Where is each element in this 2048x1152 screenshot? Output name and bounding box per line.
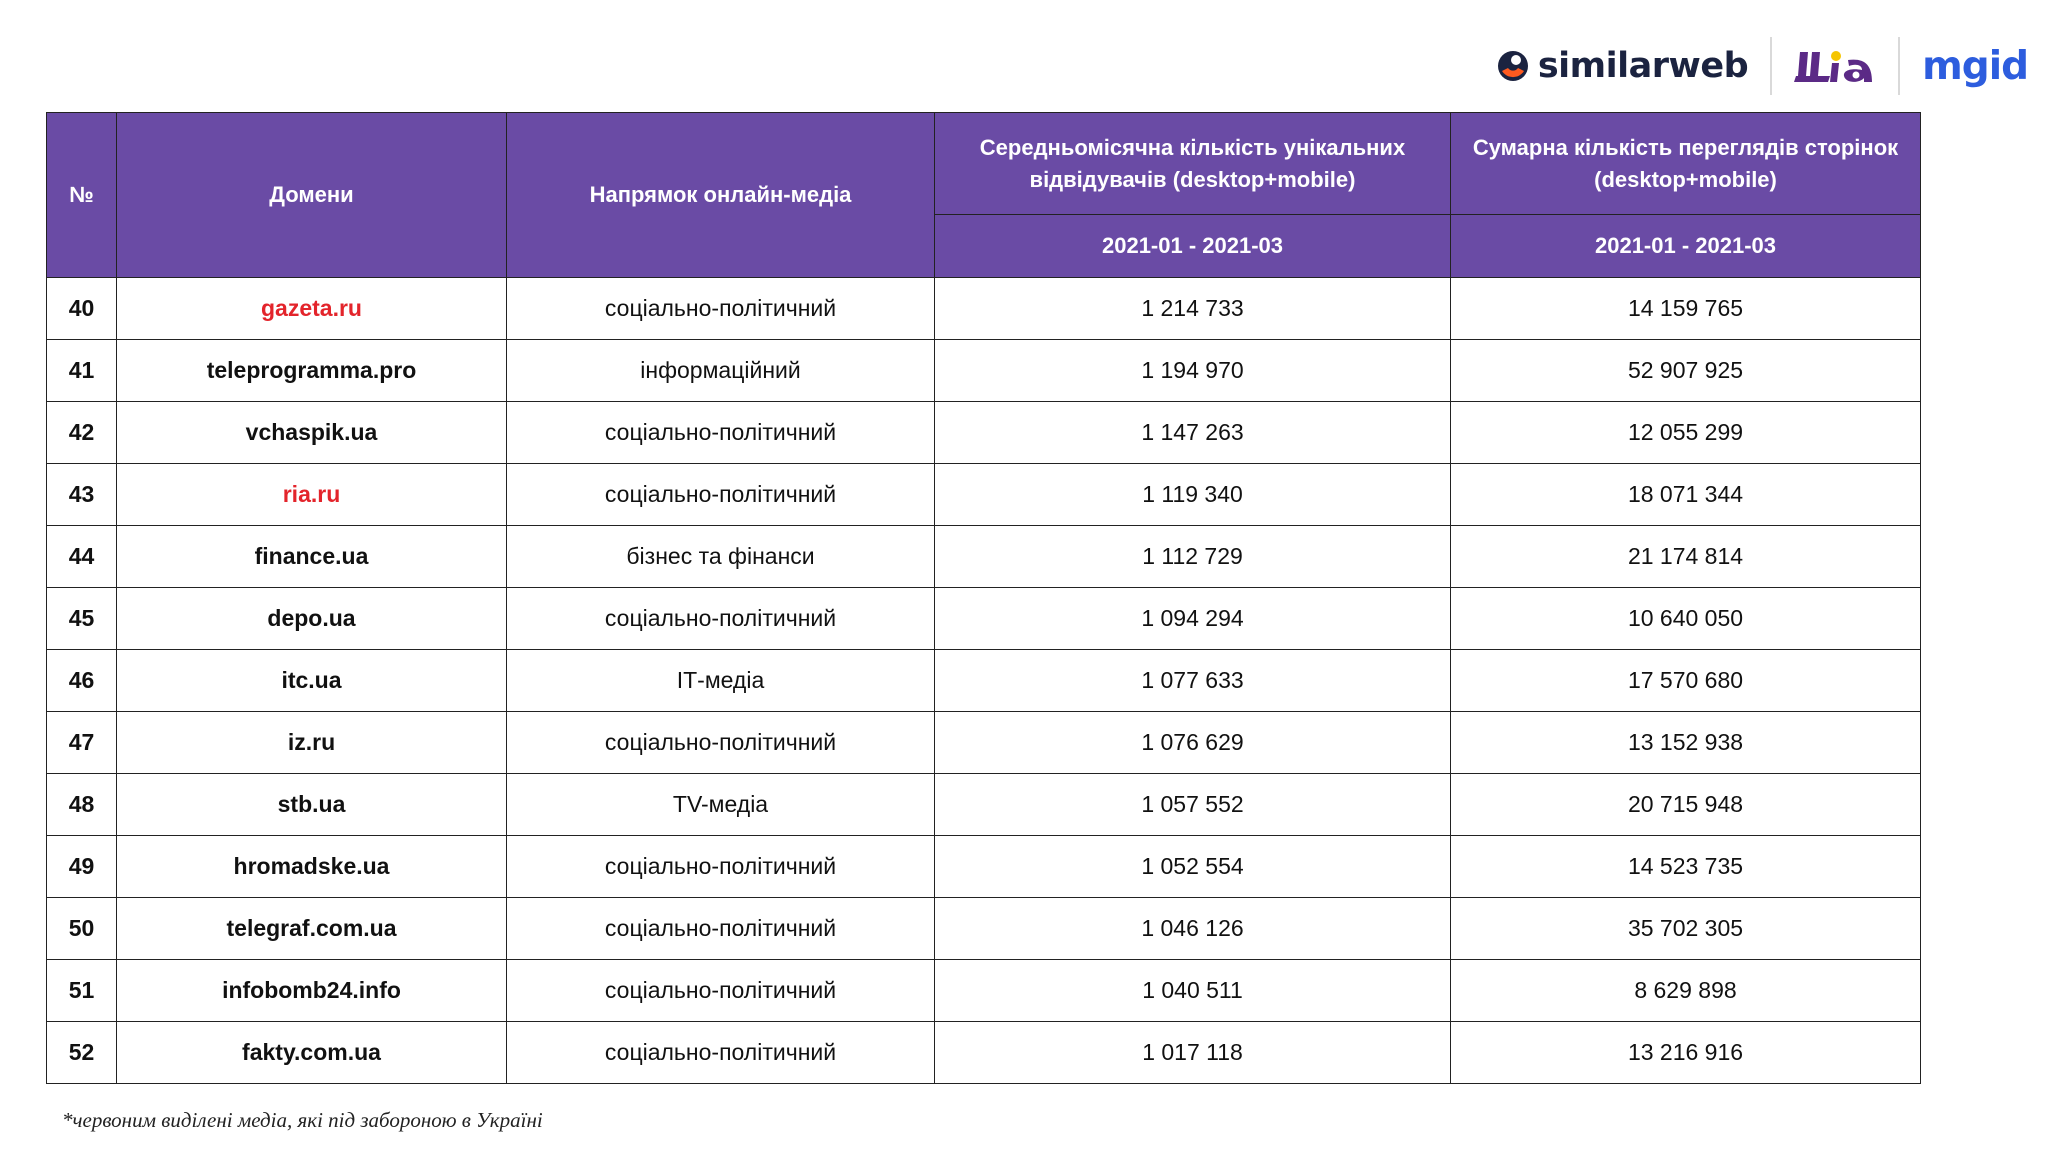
pageviews-value: 35 702 305 xyxy=(1451,898,1921,960)
pageviews-value: 13 216 916 xyxy=(1451,1022,1921,1084)
row-number: 52 xyxy=(47,1022,117,1084)
table-row xyxy=(47,1022,1921,1084)
table-row xyxy=(47,898,1921,960)
table-row xyxy=(47,960,1921,1022)
media-direction: соціально-політичний xyxy=(507,588,935,650)
domain-name: teleprogramma.pro xyxy=(117,340,507,402)
pageviews-value: 17 570 680 xyxy=(1451,650,1921,712)
row-number: 42 xyxy=(47,402,117,464)
mgid-logo xyxy=(1900,44,2028,89)
domain-name: itc.ua xyxy=(117,650,507,712)
domain-name: gazeta.ru xyxy=(117,278,507,340)
pageviews-value: 18 071 344 xyxy=(1451,464,1921,526)
table-row xyxy=(47,340,1921,402)
row-number: 40 xyxy=(47,278,117,340)
domain-name: depo.ua xyxy=(117,588,507,650)
unique-visitors-value: 1 046 126 xyxy=(935,898,1451,960)
header-pageviews-period: 2021-01 - 2021-03 xyxy=(1451,215,1921,278)
media-direction: соціально-політичний xyxy=(507,836,935,898)
pageviews-value: 52 907 925 xyxy=(1451,340,1921,402)
domain-name: fakty.com.ua xyxy=(117,1022,507,1084)
unique-visitors-value: 1 094 294 xyxy=(935,588,1451,650)
header-unique-visitors: Середньомісячна кількість унікальних відвідувачів (desktop+mobile) xyxy=(935,113,1451,215)
row-number: 44 xyxy=(47,526,117,588)
unique-visitors-value: 1 077 633 xyxy=(935,650,1451,712)
domain-name: hromadske.ua xyxy=(117,836,507,898)
media-direction: соціально-політичний xyxy=(507,898,935,960)
row-number: 51 xyxy=(47,960,117,1022)
media-direction: бізнес та фінанси xyxy=(507,526,935,588)
ia-logo xyxy=(1772,46,1898,86)
domain-name: infobomb24.info xyxy=(117,960,507,1022)
media-direction: соціально-політичний xyxy=(507,1022,935,1084)
unique-visitors-value: 1 112 729 xyxy=(935,526,1451,588)
pageviews-value: 14 523 735 xyxy=(1451,836,1921,898)
header-domains: Домени xyxy=(117,113,507,278)
unique-visitors-value: 1 119 340 xyxy=(935,464,1451,526)
ia-logo-icon xyxy=(1794,46,1876,86)
unique-visitors-value: 1 017 118 xyxy=(935,1022,1451,1084)
mgid-wordmark: mgid xyxy=(1922,43,2028,89)
media-direction: соціально-політичний xyxy=(507,464,935,526)
row-number: 47 xyxy=(47,712,117,774)
unique-visitors-value: 1 040 511 xyxy=(935,960,1451,1022)
unique-visitors-value: 1 076 629 xyxy=(935,712,1451,774)
row-number: 45 xyxy=(47,588,117,650)
footnote: *червоним виділені медіа, які під забороною в Україні xyxy=(62,1108,543,1132)
media-ratings-table xyxy=(46,112,1921,1084)
media-direction: інформаційний xyxy=(507,340,935,402)
media-direction: соціально-політичний xyxy=(507,960,935,1022)
domain-name: ria.ru xyxy=(117,464,507,526)
media-direction: соціально-політичний xyxy=(507,278,935,340)
domain-name: vchaspik.ua xyxy=(117,402,507,464)
row-number: 50 xyxy=(47,898,117,960)
media-direction: соціально-політичний xyxy=(507,402,935,464)
pageviews-value: 10 640 050 xyxy=(1451,588,1921,650)
table-row xyxy=(47,464,1921,526)
table-row xyxy=(47,526,1921,588)
media-direction: TV-медіа xyxy=(507,774,935,836)
table-row xyxy=(47,402,1921,464)
header-number: № xyxy=(47,113,117,278)
similarweb-logo xyxy=(1496,46,1770,86)
pageviews-value: 12 055 299 xyxy=(1451,402,1921,464)
unique-visitors-value: 1 147 263 xyxy=(935,402,1451,464)
media-direction: соціально-політичний xyxy=(507,712,935,774)
unique-visitors-value: 1 194 970 xyxy=(935,340,1451,402)
table-row xyxy=(47,278,1921,340)
row-number: 48 xyxy=(47,774,117,836)
row-number: 46 xyxy=(47,650,117,712)
unique-visitors-value: 1 057 552 xyxy=(935,774,1451,836)
pageviews-value: 14 159 765 xyxy=(1451,278,1921,340)
table-row xyxy=(47,712,1921,774)
similarweb-wordmark: similarweb xyxy=(1537,46,1749,86)
header-visitors-period: 2021-01 - 2021-03 xyxy=(935,215,1451,278)
header-pageviews: Сумарна кількість переглядів сторінок (desktop+mobile) xyxy=(1451,113,1921,215)
table-row xyxy=(47,774,1921,836)
table-row xyxy=(47,650,1921,712)
header-direction: Напрямок онлайн-медіа xyxy=(507,113,935,278)
row-number: 43 xyxy=(47,464,117,526)
partner-logos xyxy=(1496,36,2028,96)
media-direction: ІТ-медіа xyxy=(507,650,935,712)
row-number: 41 xyxy=(47,340,117,402)
table-row xyxy=(47,588,1921,650)
pageviews-value: 20 715 948 xyxy=(1451,774,1921,836)
domain-name: iz.ru xyxy=(117,712,507,774)
domain-name: stb.ua xyxy=(117,774,507,836)
table-header-row xyxy=(47,113,1921,215)
similarweb-icon xyxy=(1496,49,1530,83)
pageviews-value: 13 152 938 xyxy=(1451,712,1921,774)
pageviews-value: 8 629 898 xyxy=(1451,960,1921,1022)
table-row xyxy=(47,836,1921,898)
domain-name: telegraf.com.ua xyxy=(117,898,507,960)
row-number: 49 xyxy=(47,836,117,898)
unique-visitors-value: 1 052 554 xyxy=(935,836,1451,898)
unique-visitors-value: 1 214 733 xyxy=(935,278,1451,340)
pageviews-value: 21 174 814 xyxy=(1451,526,1921,588)
table-body xyxy=(47,278,1921,1084)
domain-name: finance.ua xyxy=(117,526,507,588)
